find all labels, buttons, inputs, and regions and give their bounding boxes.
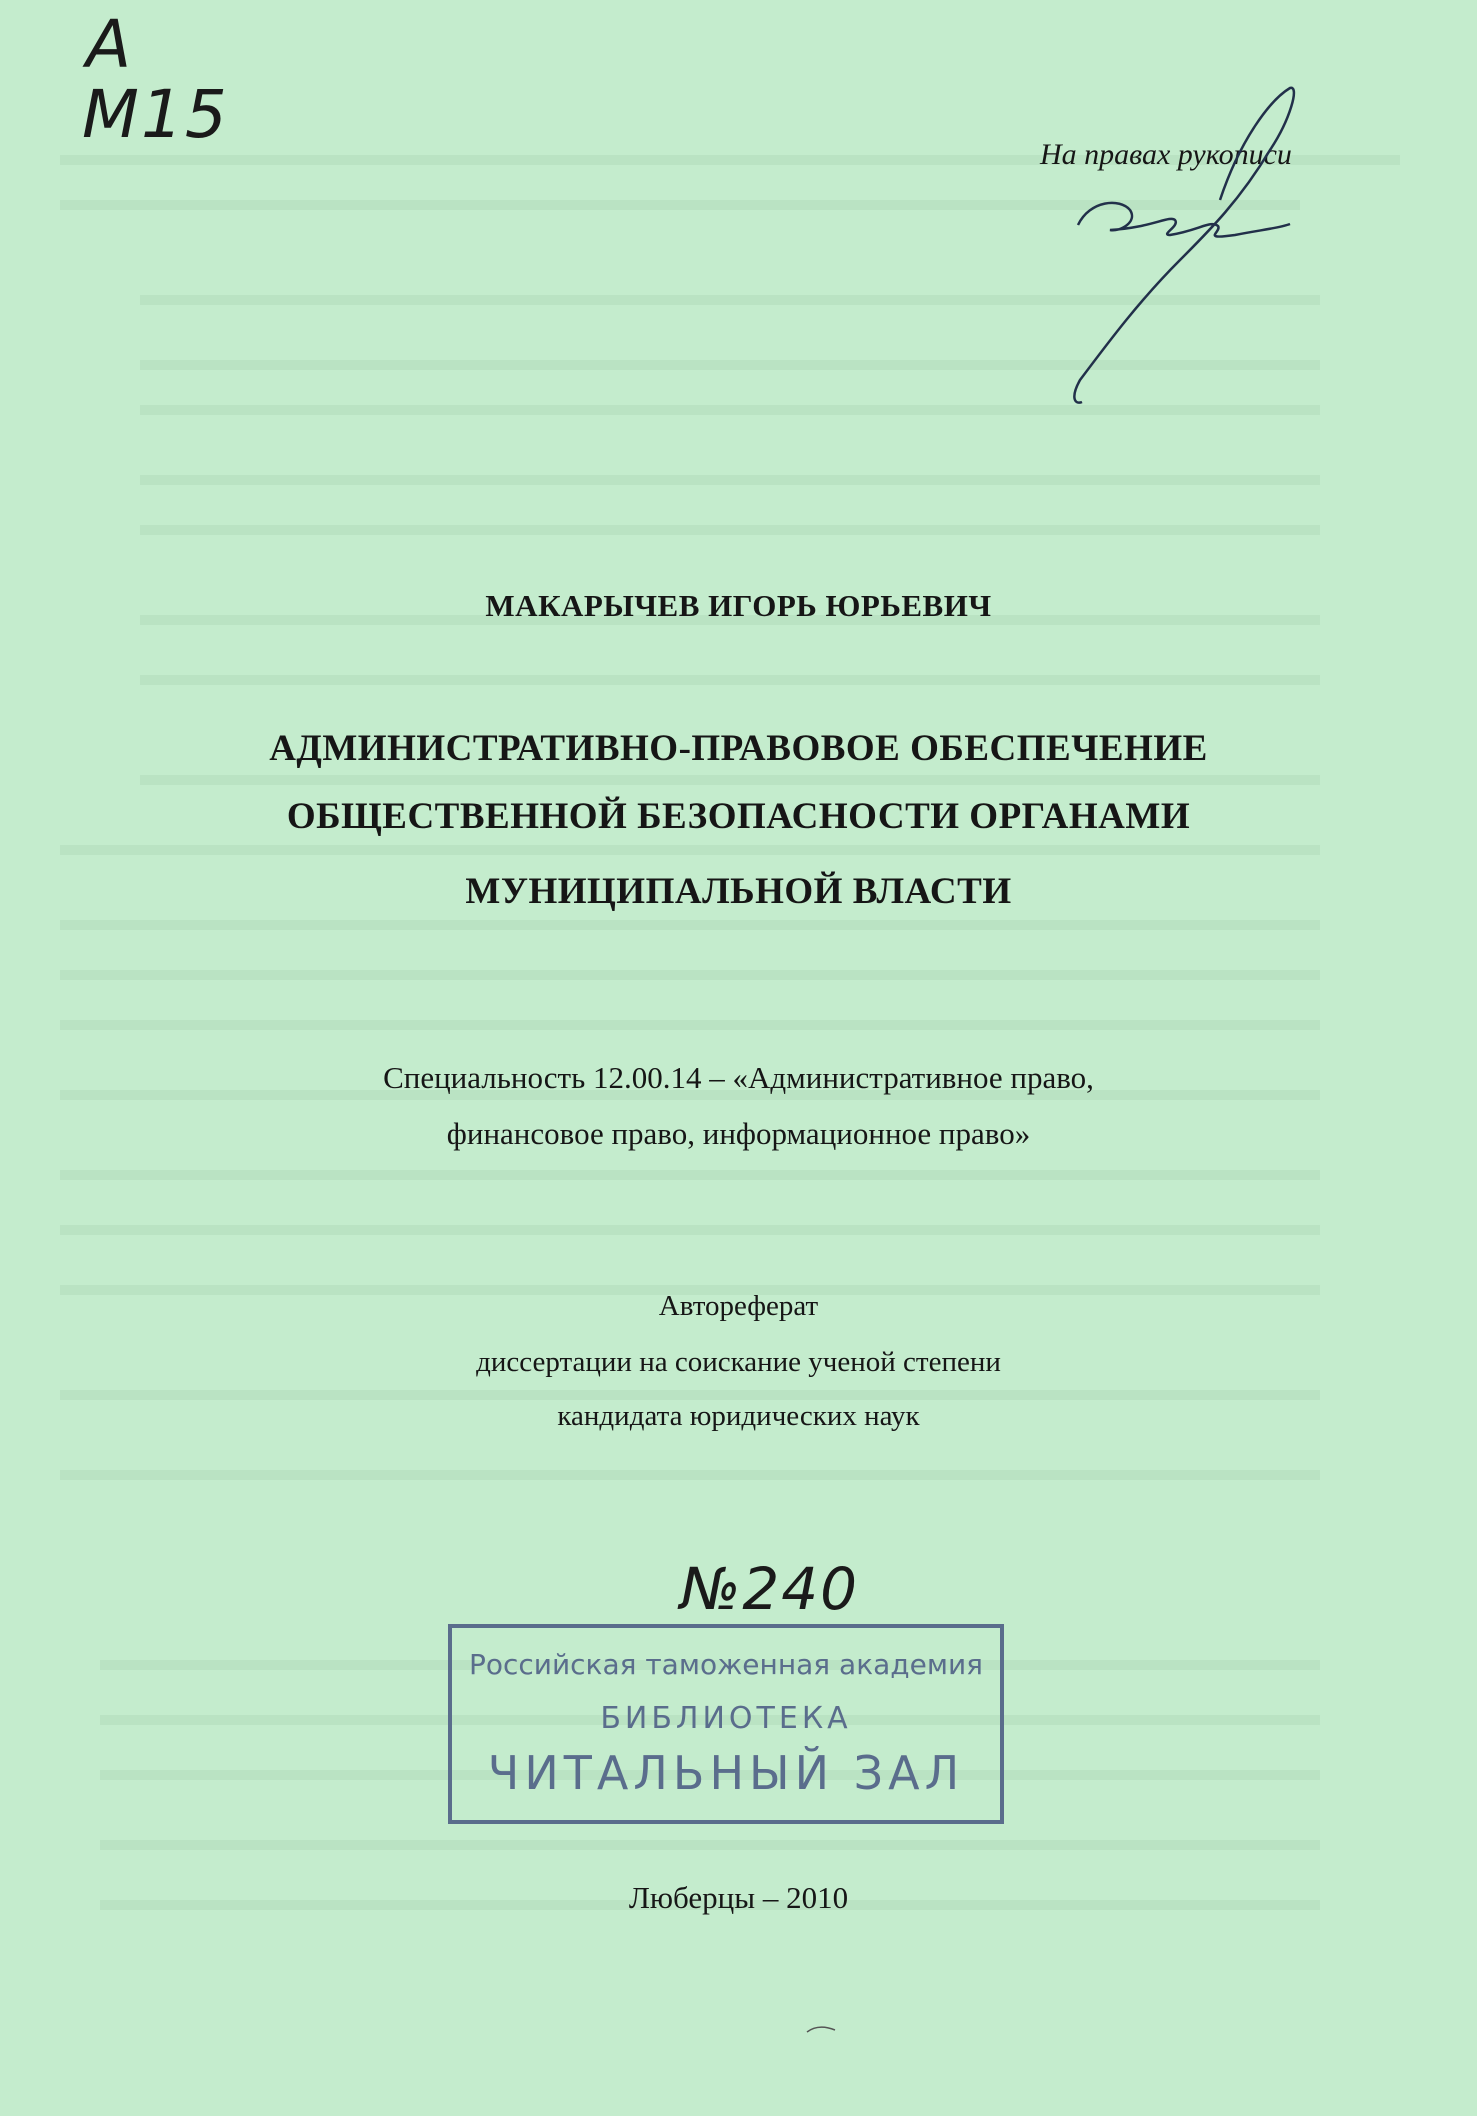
specialty-line-2: финансовое право, информационное право»: [446, 1116, 1031, 1151]
margin-note-letter: А: [86, 6, 134, 83]
stray-mark: [805, 2024, 845, 2038]
inventory-number: №240: [680, 1555, 860, 1623]
stamp-library: БИБЛИОТЕКА: [600, 1701, 852, 1736]
stamp-academy: Российская таможенная академия: [468, 1648, 984, 1681]
signature: [970, 80, 1350, 420]
library-stamp: [448, 1624, 1004, 1824]
abstract-line-3: кандидата юридических наук: [557, 1400, 920, 1432]
margin-note-code: М15: [82, 76, 229, 153]
specialty-line-1: Специальность 12.00.14 – «Административное право,: [383, 1060, 1094, 1095]
stamp-reading-room: ЧИТАЛЬНЫЙ ЗАЛ: [487, 1746, 965, 1800]
title-line-2: ОБЩЕСТВЕННОЙ БЕЗОПАСНОСТИ ОРГАНАМИ: [286, 796, 1191, 837]
place-year: Люберцы – 2010: [628, 1880, 849, 1915]
abstract-line-2: диссертации на соискание ученой степени: [476, 1346, 1001, 1378]
title-line-3: МУНИЦИПАЛЬНОЙ ВЛАСТИ: [465, 871, 1012, 912]
abstract-line-1: Автореферат: [658, 1290, 819, 1322]
rights-note: На правах рукописи: [1040, 138, 1292, 171]
title-line-1: АДМИНИСТРАТИВНО-ПРАВОВОЕ ОБЕСПЕЧЕНИЕ: [269, 728, 1208, 769]
author-name: МАКАРЫЧЕВ ИГОРЬ ЮРЬЕВИЧ: [485, 588, 992, 623]
